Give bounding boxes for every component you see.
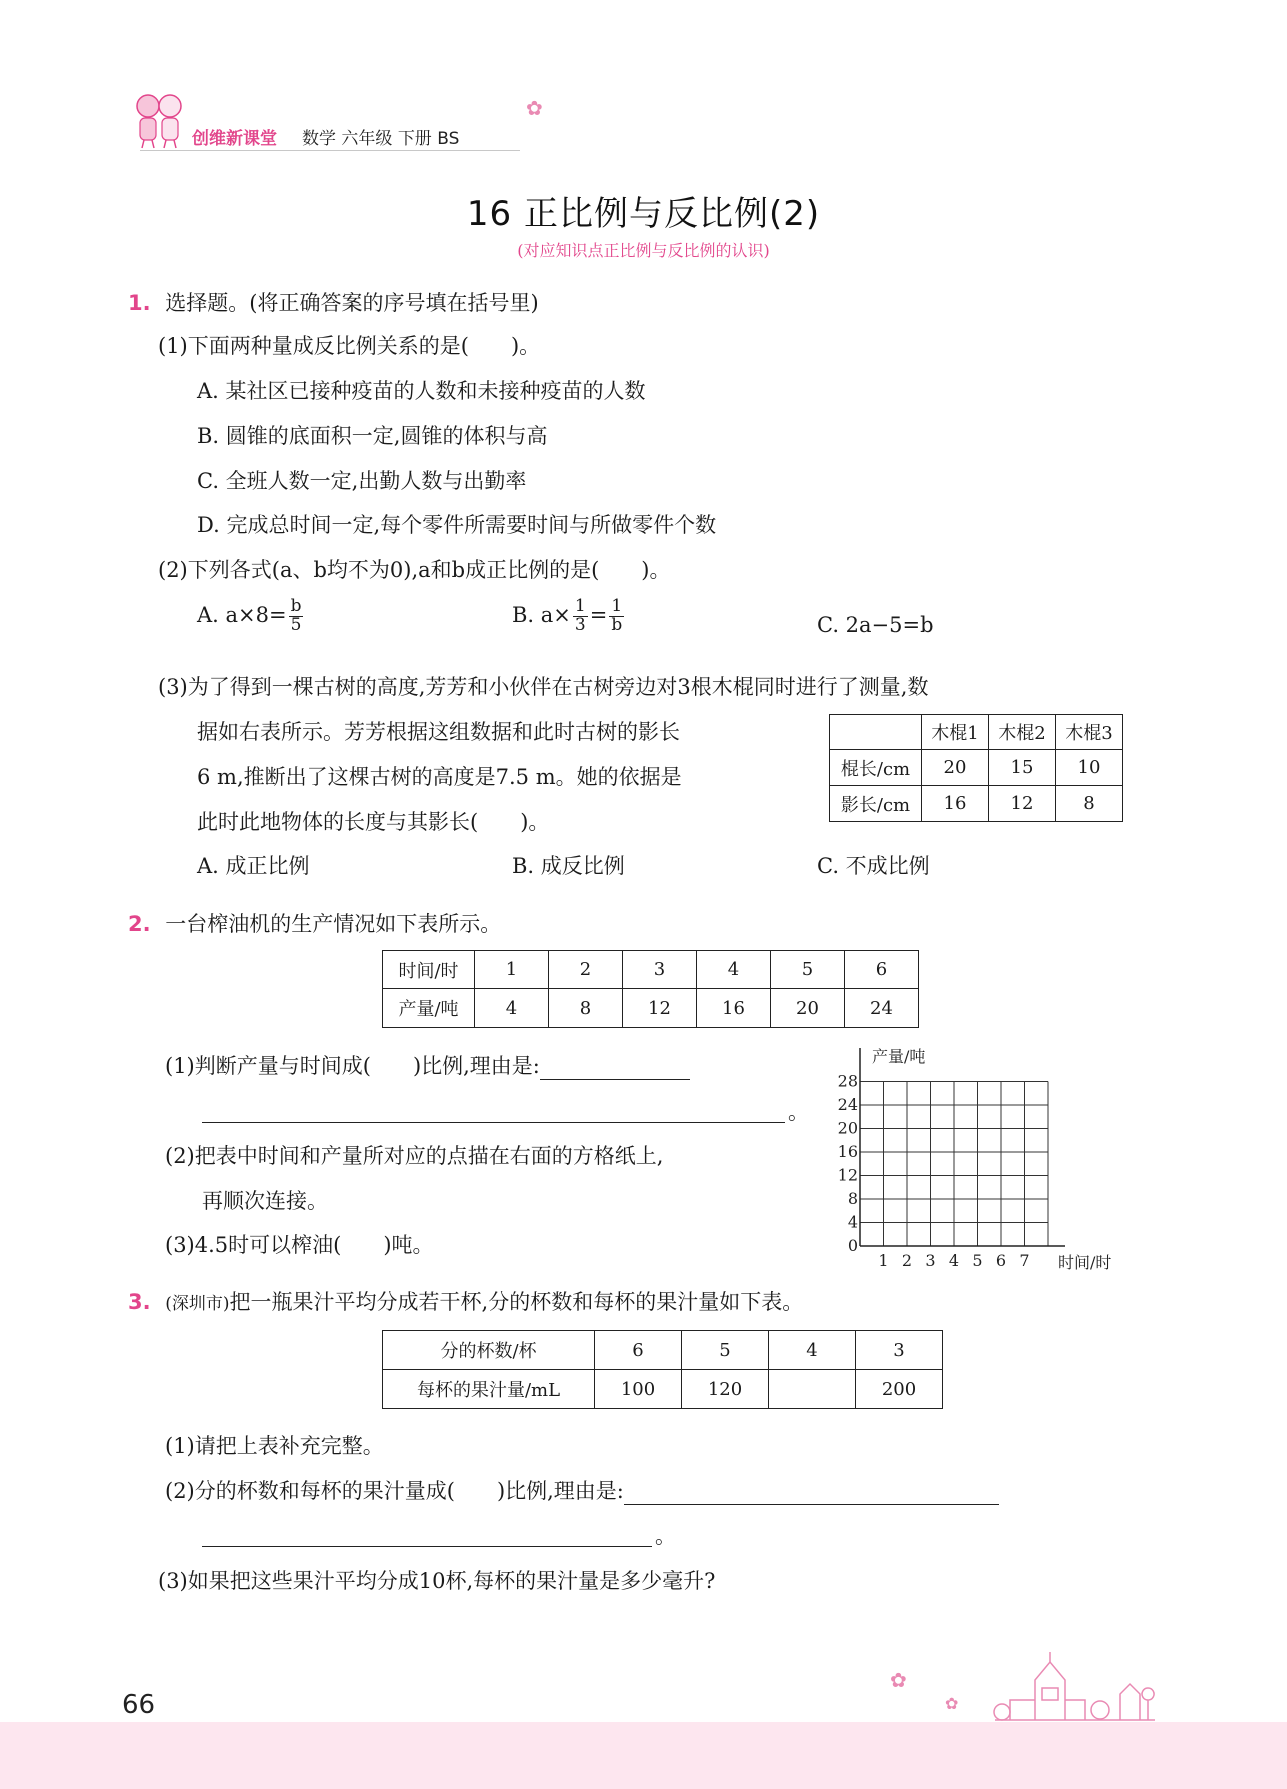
x-tick-label: 1 (878, 1251, 889, 1270)
fraction: $\frac{1}{b}$ (611, 596, 623, 635)
table-cell: 产量/吨 (383, 989, 475, 1028)
y-tick-label: 28 (837, 1071, 858, 1091)
table-cell: 6 (845, 951, 919, 989)
equals-sign: = (589, 602, 608, 627)
table-cell: 12 (989, 786, 1056, 822)
footer-band (0, 1722, 1287, 1789)
q3-stem-text: 把一瓶果汁平均分成若干杯,分的杯数和每杯的果汁量如下表。 (229, 1290, 804, 1314)
table-cell (830, 715, 922, 750)
table-cell: 4 (475, 989, 549, 1028)
q1-p1-option-b[interactable]: B. 圆锥的底面积一定,圆锥的体积与高 (197, 424, 548, 448)
table-cell: 木棍2 (989, 715, 1056, 750)
table-cell: 24 (845, 989, 919, 1028)
table-cell: 2 (549, 951, 623, 989)
q3-p3-text: (3)如果把这些果汁平均分成10杯,每杯的果汁量是多少毫升? (158, 1569, 716, 1593)
table-cell: 16 (922, 786, 989, 822)
q1-p2-text: (2)下列各式(a、b均不为0),a和b成正比例的是( )。 (158, 558, 671, 582)
answer-blank[interactable] (624, 1480, 999, 1505)
castle-icon (990, 1650, 1160, 1725)
q3-p2-answer-line[interactable] (202, 1518, 652, 1547)
table-cell: 木棍3 (1056, 715, 1123, 750)
q2-p1-answer-line[interactable] (202, 1094, 785, 1123)
flower-icon: ✿ (526, 96, 543, 120)
x-tick-label: 7 (1019, 1251, 1030, 1270)
header-volume: 下册 (397, 129, 432, 149)
graph-x-label: 时间/时 (1058, 1253, 1112, 1272)
table-cell: 每杯的果汁量/mL (383, 1370, 595, 1409)
table-cell: 时间/时 (383, 951, 475, 989)
q1-p1-option-a[interactable]: A. 某社区已接种疫苗的人数和未接种疫苗的人数 (197, 379, 646, 403)
q2-p1-question: (1)判断产量与时间成( )比例,理由是: (165, 1054, 540, 1078)
table-row (830, 715, 1123, 750)
q2-p2-line1: (2)把表中时间和产量所对应的点描在右面的方格纸上, (165, 1144, 664, 1168)
table-row (830, 750, 1123, 786)
flower-icon: ✿ (890, 1668, 907, 1692)
q3-stem (128, 1286, 803, 1316)
table-cell: 5 (771, 951, 845, 989)
table-cell: 5 (682, 1331, 769, 1370)
header-brand: 创维新课堂 (192, 129, 277, 149)
y-tick-label: 20 (837, 1118, 858, 1138)
lesson-subtitle: (对应知识点正比例与反比例的认识) (517, 241, 770, 260)
table-cell: 8 (1056, 786, 1123, 822)
q2-stem (128, 908, 501, 938)
graph-y-label: 产量/吨 (872, 1047, 926, 1066)
table-cell: 20 (771, 989, 845, 1028)
q1-p3-line4: 此时此地物体的长度与其影长( )。 (197, 810, 550, 834)
q1-p2-option-c[interactable]: C. 2a−5=b (817, 613, 934, 637)
q3-p1-text: (1)请把上表补充完整。 (165, 1434, 384, 1458)
header-meta (302, 124, 459, 149)
q1-p3-line1: (3)为了得到一棵古树的高度,芳芳和小伙伴在古树旁边对3根木棍同时进行了测量,数 (158, 675, 929, 699)
table-cell: 棍长/cm (830, 750, 922, 786)
q3-p2-end: 。 (655, 1524, 676, 1548)
x-tick-label: 3 (925, 1251, 936, 1270)
table-cell: 100 (595, 1370, 682, 1409)
q1-p1-text: (1)下面两种量成反比例关系的是( )。 (158, 334, 541, 358)
mascot-icon (128, 88, 188, 150)
q2-number: 2. (128, 912, 151, 936)
y-tick-label: 12 (837, 1165, 858, 1185)
q1-p2-option-a-lhs: A. a×8= (197, 602, 287, 627)
x-tick-label: 4 (948, 1251, 960, 1270)
x-tick-label: 6 (995, 1251, 1007, 1270)
table-cell: 20 (922, 750, 989, 786)
table-cell: 影长/cm (830, 786, 922, 822)
table-cell: 3 (856, 1331, 943, 1370)
table-cell: 120 (682, 1370, 769, 1409)
table-row (830, 786, 1123, 822)
answer-blank[interactable] (540, 1055, 690, 1080)
q1-p3-option-a[interactable]: A. 成正比例 (197, 854, 310, 878)
table-row (383, 1370, 943, 1409)
table-cell: 15 (989, 750, 1056, 786)
table-row (383, 951, 919, 989)
q1-p3-option-b[interactable]: B. 成反比例 (512, 854, 625, 878)
q2-p1-end: 。 (788, 1100, 809, 1124)
q2-p1-text (165, 1050, 690, 1080)
table-cell: 3 (623, 951, 697, 989)
lesson-title: 16 正比例与反比例(2) (466, 194, 821, 234)
header-divider (140, 150, 520, 151)
q1-p3-line3: 6 m,推断出了这棵古树的高度是7.5 m。她的依据是 (197, 765, 682, 789)
q1-p3-option-c[interactable]: C. 不成比例 (817, 854, 930, 878)
x-tick-label: 5 (972, 1251, 983, 1270)
q1-p2-option-a[interactable] (197, 598, 305, 635)
table-cell: 木棍1 (922, 715, 989, 750)
x-tick-label: 2 (901, 1251, 913, 1270)
q1-p2-option-b[interactable] (512, 598, 626, 635)
header-subject: 数学 (302, 129, 336, 149)
q2-p3-text: (3)4.5时可以榨油( )吨。 (165, 1233, 434, 1257)
q1-p3-line2: 据如右表所示。芳芳根据这组数据和此时古树的影长 (197, 720, 680, 744)
table-cell: 200 (856, 1370, 943, 1409)
q1-number: 1. (128, 291, 151, 315)
table-cell: 4 (769, 1331, 856, 1370)
table-row (383, 1331, 943, 1370)
table-cell: 分的杯数/杯 (383, 1331, 595, 1370)
table-cell: 12 (623, 989, 697, 1028)
table-cell: 10 (1056, 750, 1123, 786)
fraction: $\frac{b}{5}$ (290, 596, 302, 635)
header-mascot (128, 88, 188, 150)
q1-p1-option-d[interactable]: D. 完成总时间一定,每个零件所需要时间与所做零件个数 (197, 513, 717, 537)
q1-stem (128, 287, 539, 317)
y-tick-label: 8 (847, 1189, 858, 1208)
table-cell: 8 (549, 989, 623, 1028)
y-tick-label: 0 (847, 1236, 858, 1255)
fraction: $\frac{1}{3}$ (574, 596, 586, 635)
table-cell: 6 (595, 1331, 682, 1370)
y-tick-label: 16 (837, 1142, 858, 1161)
q1-p1-option-c[interactable]: C. 全班人数一定,出勤人数与出勤率 (197, 469, 527, 493)
table-cell: 16 (697, 989, 771, 1028)
stick-shadow-table (829, 714, 1123, 822)
q1-stem-text: 选择题。(将正确答案的序号填在括号里) (165, 291, 539, 315)
graph-paper[interactable] (837, 1040, 1140, 1280)
q3-source: (深圳市) (165, 1294, 230, 1314)
juice-table (382, 1330, 943, 1409)
q2-stem-text: 一台榨油机的生产情况如下表所示。 (165, 912, 502, 936)
flower-icon: ✿ (945, 1694, 959, 1713)
q2-p2-line2: 再顺次连接。 (202, 1189, 328, 1213)
table-row (383, 989, 919, 1028)
table-cell: 4 (697, 951, 771, 989)
table-cell: 1 (475, 951, 549, 989)
page-number: 66 (122, 1690, 156, 1720)
answer-cell[interactable] (769, 1370, 856, 1409)
q3-number: 3. (128, 1290, 151, 1314)
y-tick-label: 4 (847, 1212, 858, 1232)
q1-p2-option-b-lhs: B. a× (512, 602, 571, 627)
header-grade: 六年级 (341, 129, 393, 149)
oil-press-table (382, 950, 919, 1028)
q3-p2-question: (2)分的杯数和每杯的果汁量成( )比例,理由是: (165, 1479, 624, 1503)
header-edition: BS (437, 129, 460, 149)
q3-p2-text (165, 1475, 999, 1505)
y-tick-label: 24 (837, 1095, 858, 1114)
